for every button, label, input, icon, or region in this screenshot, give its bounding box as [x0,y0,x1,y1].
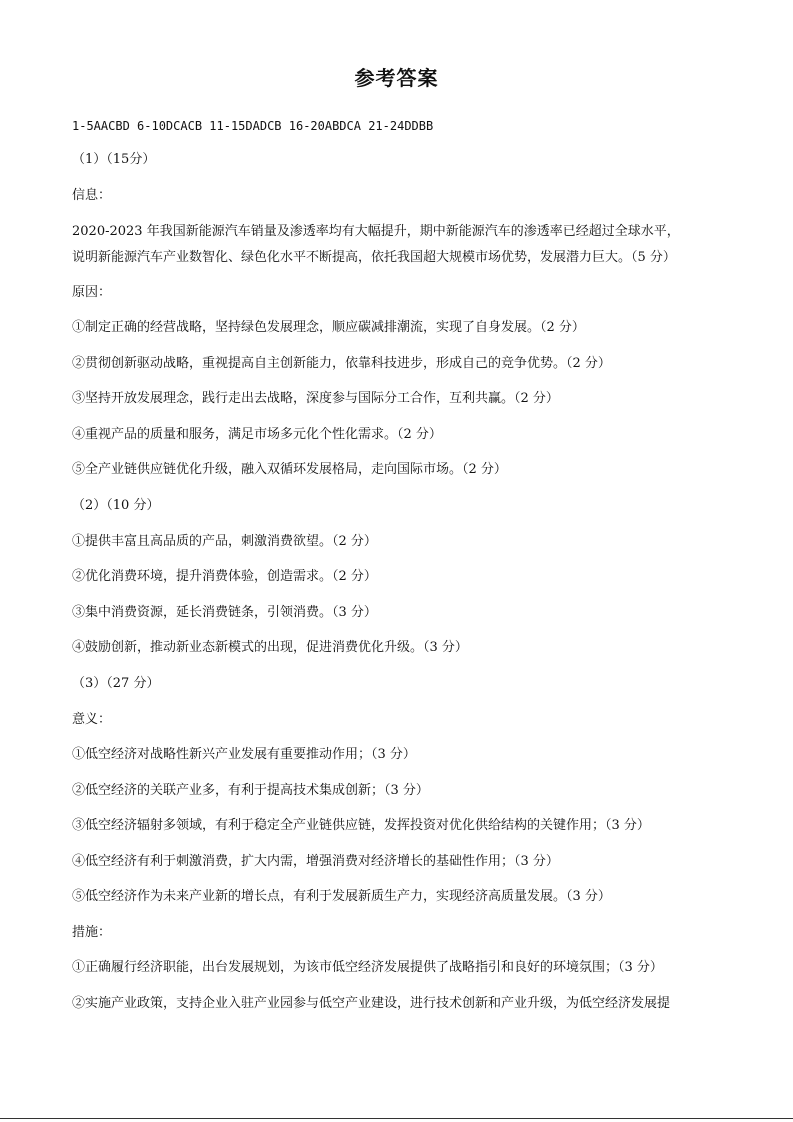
list-item: ②贯彻创新驱动战略，重视提高自主创新能力，依靠科技进步，形成自己的竞争优势。（2 分） [72,356,611,371]
list-item: ⑤低空经济作为未来产业新的增长点，有利于发展新质生产力，实现经济高质量发展。（3 分） [72,889,611,904]
measures-heading: 措施： [72,925,112,940]
answer-key-line: 1-5AACBD 6-10DCACB 11-15DADCB 16-20ABDCA 21-24DDBB [72,119,434,133]
list-item: ④重视产品的质量和服务，满足市场多元化个性化需求。（2 分） [72,427,442,442]
paragraph-line: 2020-2023 年我国新能源汽车销量及渗透率均有大幅提升，期中新能源汽车的渗透率已经超过全球水平， [72,224,680,239]
list-item: ①低空经济对战略性新兴产业发展有重要推动作用；（3 分） [72,747,416,762]
list-item: ①提供丰富且高品质的产品，刺激消费欲望。（2 分） [72,534,377,549]
section-3-heading: （3）（27 分） [72,676,160,691]
paragraph-line: 说明新能源汽车产业数智化、绿色化水平不断提高，依托我国超大规模市场优势，发展潜力巨大。（5 分） [72,250,676,265]
list-item: ③低空经济辐射多领域，有利于稳定全产业链供应链，发挥投资对优化供给结构的关键作用；（3 分） [72,818,650,833]
list-item: ②低空经济的关联产业多，有利于提高技术集成创新；（3 分） [72,783,429,798]
list-item: ⑤全产业链供应链优化升级，融入双循环发展格局，走向国际市场。（2 分） [72,462,507,477]
list-item: ①正确履行经济职能，出台发展规划，为该市低空经济发展提供了战略指引和良好的环境氛围；（3 分） [72,960,663,975]
section-2-heading: （2）（10 分） [72,498,160,513]
page-bottom-rule [0,1118,793,1119]
info-heading: 信息： [72,188,112,203]
list-item: ②实施产业政策，支持企业入驻产业园参与低空产业建设，进行技术创新和产业升级，为低空经济发展提 [72,996,671,1011]
list-item: ③集中消费资源，延长消费链条，引领消费。（3 分） [72,605,377,620]
significance-heading: 意义： [72,712,112,727]
list-item: ③坚持开放发展理念，践行走出去战略，深度参与国际分工合作，互利共赢。（2 分） [72,391,559,406]
reason-heading: 原因： [72,285,112,300]
list-item: ④鼓励创新，推动新业态新模式的出现，促进消费优化升级。（3 分） [72,640,468,655]
list-item: ②优化消费环境，提升消费体验，创造需求。（2 分） [72,569,377,584]
list-item: ①制定正确的经营战略，坚持绿色发展理念，顺应碳减排潮流，实现了自身发展。（2 分） [72,320,585,335]
section-1-heading: （1）（15分） [72,152,156,167]
page-title: 参考答案 [354,66,439,90]
list-item: ④低空经济有利于刺激消费，扩大内需，增强消费对经济增长的基础性作用；（3 分） [72,854,559,869]
